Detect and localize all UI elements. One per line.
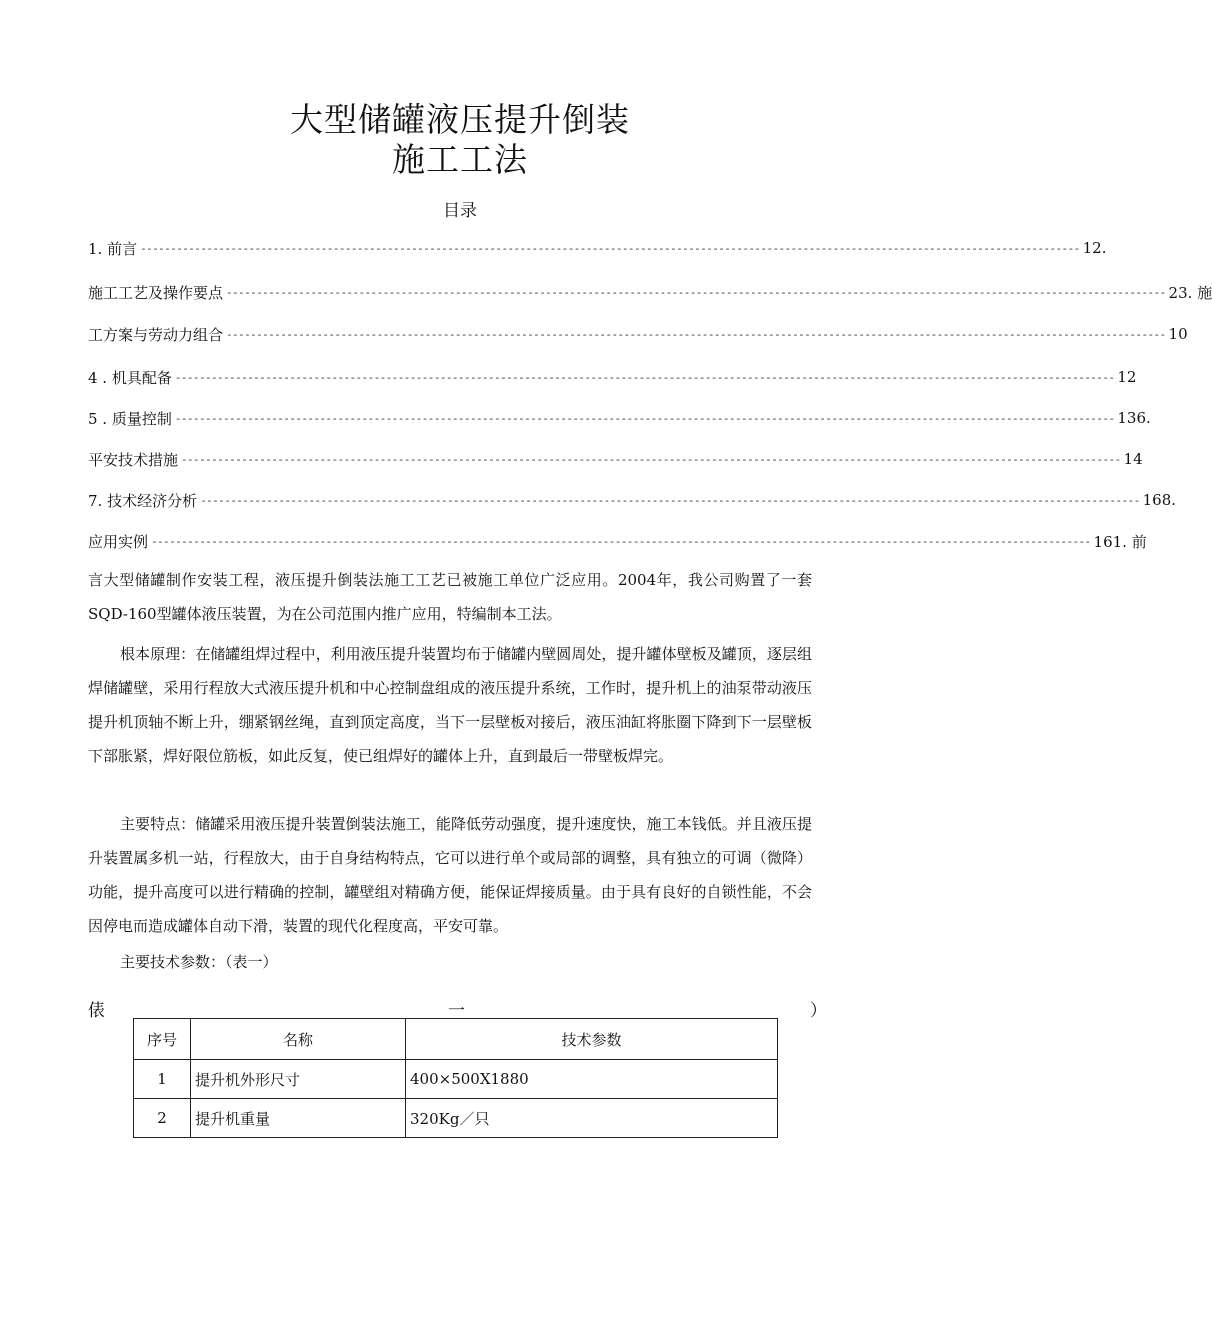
toc-heading: 目录 [443,201,477,221]
toc-item-label: 平安技术措施 [88,450,179,469]
toc-item-plan[interactable] [88,322,1188,346]
table-header-cell: 序号 [134,1019,191,1060]
body-paragraph-principle: 根本原理：在储罐组焊过程中，利用液压提升装置均布于储罐内壁圆周处，提升罐体壁板及罐顶，逐层组焊储罐壁，采用行程放大式液压提升机和中心控制盘组成的液压提升系统，工作时，提升机上的油泵带动液压提升机顶轴不断上升，绷紧钢丝绳，直到顶定高度，当下一层壁板对接后，液压油缸将胀圈下降到下一层壁板下部胀紧，焊好限位筋板，如此反复，使已组焊好的罐体上升，直到最后一带壁板焊完。 [88,645,812,765]
toc-item-label: 4 . 机具配备 [88,368,172,387]
toc-item-page: 14 [1123,450,1143,468]
toc-item-economics[interactable] [88,488,1177,512]
toc-item-label: 1. 前言 [88,239,138,258]
toc-item-process[interactable] [88,280,1212,304]
table-cell: 1 [134,1060,191,1099]
toc-leader: ------------------------------------------------------------------------------------------------------------------------------------------------------------ [226,285,1166,299]
table-cell: 提升机外形尺寸 [191,1060,406,1099]
toc-item-page: 168. [1142,491,1177,509]
toc-item-label: 5 . 质量控制 [88,409,172,428]
toc-item-label: 工方案与劳动力组合 [88,325,224,344]
table-cell: 400×500X1880 [406,1060,778,1099]
body-paragraph-params-label: 主要技术参数：（表一） [120,953,278,971]
table-caption-right: ） [810,1001,827,1021]
body-paragraph-features: 主要特点：储罐采用液压提升装置倒装法施工，能降低劳动强度，提升速度快，施工本钱低。并且液压提升装置属多机一站，行程放大，由于自身结构特点，它可以进行单个或局部的调整，具有独立的可调（微降）功能，提升高度可以进行精确的控制，罐壁组对精确方便，能保证焊接质量。由于具有良好的自锁性能，不会因停电而造成罐体自动下滑，装置的现代化程度高，平安可靠。 [88,815,812,935]
toc-leader: ------------------------------------------------------------------------------------------------------------------------------------------------------------ [174,370,1115,384]
toc-item-label: 应用实例 [88,532,149,551]
table-caption-left: 俵 [88,1001,105,1021]
table-header-cell: 技术参数 [406,1019,778,1060]
toc-item-safety[interactable] [88,447,1143,471]
toc-item-label: 施工工艺及操作要点 [88,283,224,302]
toc-item-page: 161. 前 [1093,532,1147,551]
document-title-line1: 大型储罐液压提升倒装 [290,100,630,139]
table-cell: 提升机重量 [191,1099,406,1138]
toc-item-page: 12 [1117,368,1137,386]
toc-item-preface[interactable] [88,236,1107,260]
toc-leader: ------------------------------------------------------------------------------------------------------------------------------------------------------------ [174,411,1115,425]
toc-leader: ------------------------------------------------------------------------------------------------------------------------------------------------------------ [200,493,1140,507]
table-cell: 2 [134,1099,191,1138]
toc-item-page: 136. [1117,409,1151,427]
table-header-row [134,1019,778,1060]
toc-leader: ------------------------------------------------------------------------------------------------------------------------------------------------------------ [226,327,1166,341]
table-row [134,1060,778,1099]
toc-item-examples[interactable] [88,529,1147,553]
toc-leader: ------------------------------------------------------------------------------------------------------------------------------------------------------------ [151,534,1091,548]
table-cell: 320Kg／只 [406,1099,778,1138]
document-title-line2: 施工工法 [392,140,528,179]
toc-item-page: 12. [1082,239,1107,257]
toc-leader: ------------------------------------------------------------------------------------------------------------------------------------------------------------ [140,241,1080,255]
toc-item-equipment[interactable] [88,365,1137,389]
toc-item-page: 23. 施 [1168,283,1212,302]
table-caption-middle: 一 [448,1001,465,1021]
toc-item-label: 7. 技术经济分析 [88,491,198,510]
toc-leader: ------------------------------------------------------------------------------------------------------------------------------------------------------------ [181,452,1121,466]
technical-parameters-table [133,1018,778,1138]
table-row [134,1099,778,1138]
toc-item-quality[interactable] [88,406,1151,430]
table-header-cell: 名称 [191,1019,406,1060]
toc-item-page: 10 [1168,325,1188,343]
body-paragraph-intro: 言大型储罐制作安装工程，液压提升倒装法施工工艺已被施工单位广泛应用。2004年，我公司购置了一套SQD-160型罐体液压装置，为在公司范围内推广应用，特编制本工法。 [88,571,812,623]
table-caption [88,996,827,1021]
